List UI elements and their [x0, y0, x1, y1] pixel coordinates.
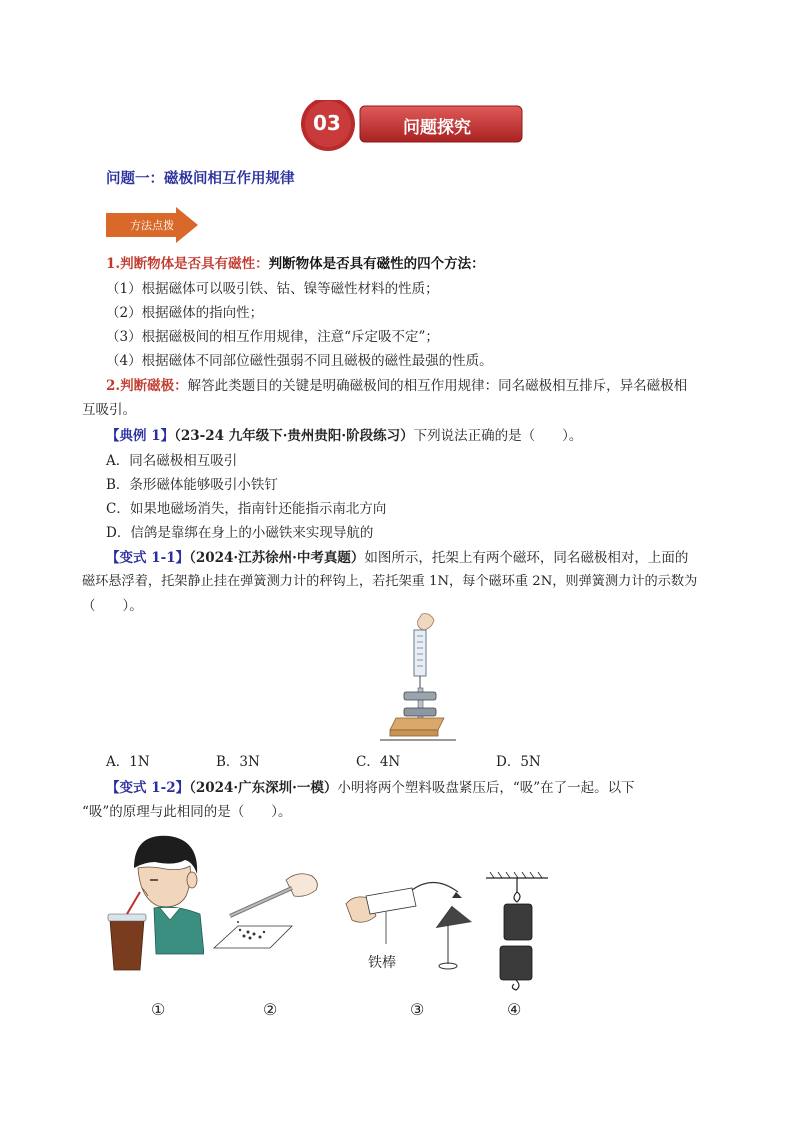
variant11-line2: 磁环悬浮着，托架静止挂在弹簧测力计的秤钩上，若托架重 1N，每个磁环重 2N，则弹簧测力计的示数为 — [82, 574, 698, 589]
figure-boy-straw — [104, 828, 204, 978]
variant11-line3: （ ）。 — [82, 598, 143, 614]
example1-question — [106, 426, 582, 446]
point1-tail: 判断物体是否具有磁性的四个方法： — [268, 256, 485, 272]
example1-tag: 【典例 1】 — [106, 428, 175, 444]
variant11-option: D．5N — [496, 754, 541, 770]
iron-rod-label: 铁棒 — [368, 955, 396, 971]
section-heading: 问题探究 — [403, 118, 471, 138]
spring-scale-figure — [378, 612, 458, 747]
figure-caption: ① — [151, 1000, 166, 1019]
variant11-option: C．4N — [356, 754, 401, 770]
point1-item: （3）根据磁极间的相互作用规律，注意“斥定吸不定”； — [106, 329, 439, 345]
point1-head: 1.判断物体是否具有磁性： — [106, 256, 269, 272]
example1-option: C．如果地磁场消失，指南针还能指示南北方向 — [106, 501, 387, 517]
variant11-text: 如图所示，托架上有两个磁环，同名磁极相对，上面的 — [364, 550, 689, 566]
variant12-source: （2024·广东深圳·一模） — [189, 780, 338, 796]
hanging-weights-illustration — [484, 872, 550, 992]
boy-drinking-illustration — [104, 828, 204, 978]
point2-text: 解答此类题目的关键是明确磁极间的相互作用规律：同名磁极相互排斥，异名磁极相 — [187, 378, 688, 394]
point1-item: （2）根据磁体的指向性； — [106, 305, 264, 321]
variant11-tag: 【变式 1-1】 — [106, 550, 190, 566]
spring-scale-illustration — [378, 612, 458, 747]
section-number: 03 — [313, 111, 341, 135]
variant11-option: A．1N — [106, 754, 150, 770]
point1-item: （1）根据磁体可以吸引铁、钴、镍等磁性材料的性质； — [106, 281, 439, 297]
figure-hanging-weights — [484, 872, 550, 992]
example1-option: A．同名磁极相互吸引 — [106, 453, 238, 469]
figure-comb-paper — [210, 870, 328, 960]
variant12-line2: “吸”的原理与此相同的是（ ）。 — [82, 804, 292, 820]
figure-caption: ② — [263, 1000, 278, 1019]
variant12-text: 小明将两个塑料吸盘紧压后，“吸”在了一起。以下 — [337, 780, 635, 796]
problem-title: 问题一：磁极间相互作用规律 — [106, 170, 295, 187]
figure-caption: ③ — [410, 1000, 425, 1019]
variant11-question — [106, 548, 688, 568]
comb-paper-illustration — [210, 870, 328, 960]
point2-head: 2.判断磁极： — [106, 378, 188, 394]
variant11-option: B．3N — [216, 754, 260, 770]
variant12-question — [106, 778, 635, 798]
example1-option: B．条形磁体能够吸引小铁钉 — [106, 477, 278, 493]
header-banner — [298, 100, 528, 156]
point1-heading — [106, 254, 485, 274]
point2-line2: 互吸引。 — [82, 402, 136, 418]
point2-line1 — [106, 376, 687, 396]
point1-item: （4）根据磁体不同部位磁性强弱不同且磁极的磁性最强的性质。 — [106, 353, 493, 369]
variant12-tag: 【变式 1-2】 — [106, 780, 190, 796]
method-tag-label: 方法点拨 — [130, 219, 174, 232]
example1-text: 下列说法正确的是（ ）。 — [413, 428, 583, 444]
example1-option: D．信鸽是靠绑在身上的小磁铁来实现导航的 — [106, 525, 374, 541]
method-tag — [106, 207, 198, 243]
iron-rod-compass-illustration — [340, 878, 480, 978]
variant11-source: （2024·江苏徐州·中考真题） — [189, 550, 365, 566]
figure-iron-rod — [340, 878, 480, 978]
figure-caption: ④ — [507, 1000, 522, 1019]
example1-source: （23-24 九年级下·贵州贵阳·阶段练习） — [174, 428, 414, 444]
